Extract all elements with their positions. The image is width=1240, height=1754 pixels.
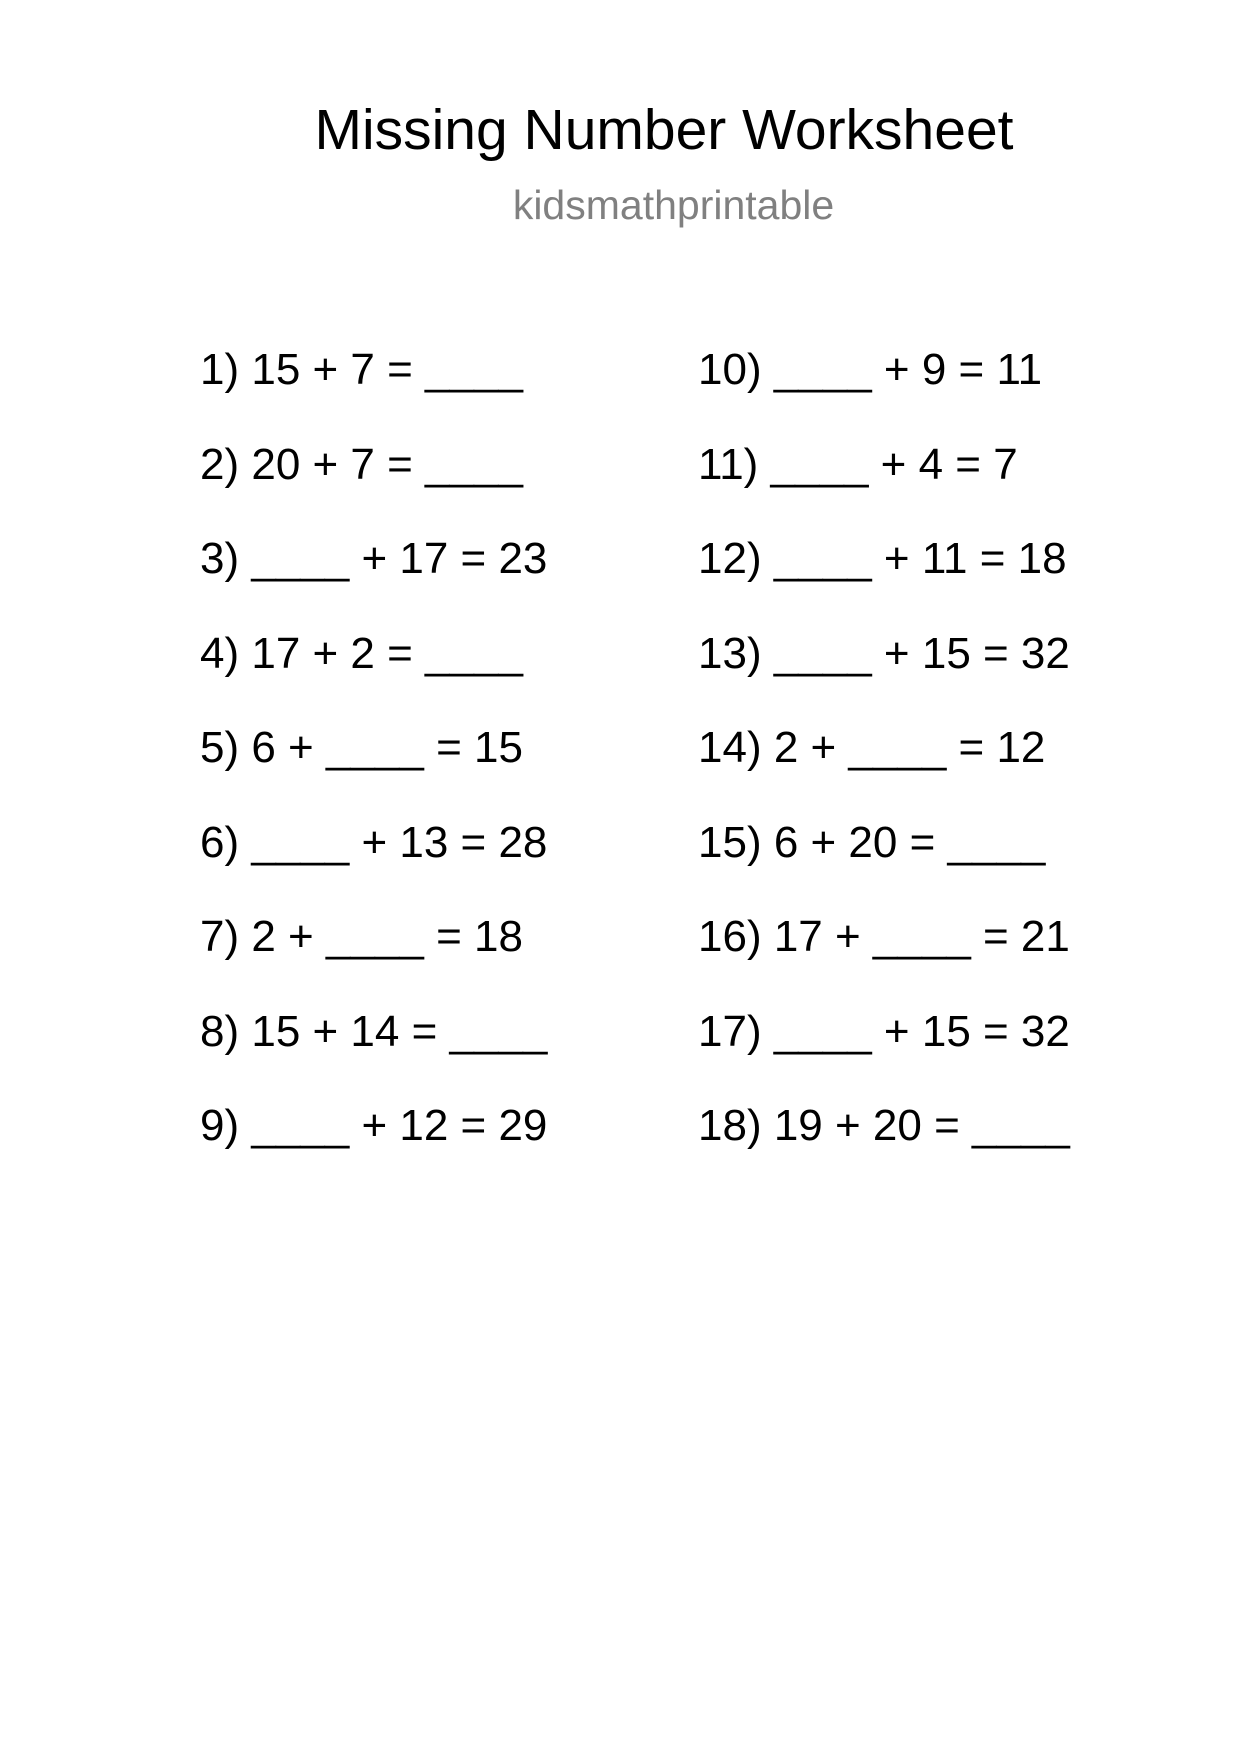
problem-15: 15) 6 + 20 = ____ — [698, 817, 1046, 867]
problem-1: 1) 15 + 7 = ____ — [200, 345, 523, 394]
problem-3: 3) ____ + 17 = 23 — [200, 534, 548, 583]
problem-4: 4) 17 + 2 = ____ — [200, 628, 523, 678]
problem-10: 10) ____ + 9 = 11 — [698, 345, 1043, 394]
problems-column-right — [698, 340, 1070, 1191]
problem-17: 17) ____ + 15 = 32 — [698, 1006, 1070, 1056]
problem-18: 18) 19 + 20 = ____ — [698, 1101, 1070, 1150]
problem-11: 11) ____ + 4 = 7 — [698, 439, 1018, 489]
problem-16: 16) 17 + ____ = 21 — [698, 912, 1070, 961]
page-subtitle: kidsmathprintable — [512, 182, 835, 228]
page-title: Missing Number Worksheet — [314, 98, 1014, 162]
problems-column-left — [200, 340, 547, 1191]
problem-7: 7) 2 + ____ = 18 — [200, 912, 523, 961]
problem-12: 12) ____ + 11 = 18 — [698, 534, 1067, 583]
problem-8: 8) 15 + 14 = ____ — [200, 1006, 548, 1056]
problem-9: 9) ____ + 12 = 29 — [200, 1101, 548, 1150]
problem-14: 14) 2 + ____ = 12 — [698, 723, 1046, 772]
problem-5: 5) 6 + ____ = 15 — [200, 723, 523, 772]
problem-13: 13) ____ + 15 = 32 — [698, 628, 1070, 678]
problem-6: 6) ____ + 13 = 28 — [200, 817, 548, 867]
problem-2: 2) 20 + 7 = ____ — [200, 439, 523, 489]
